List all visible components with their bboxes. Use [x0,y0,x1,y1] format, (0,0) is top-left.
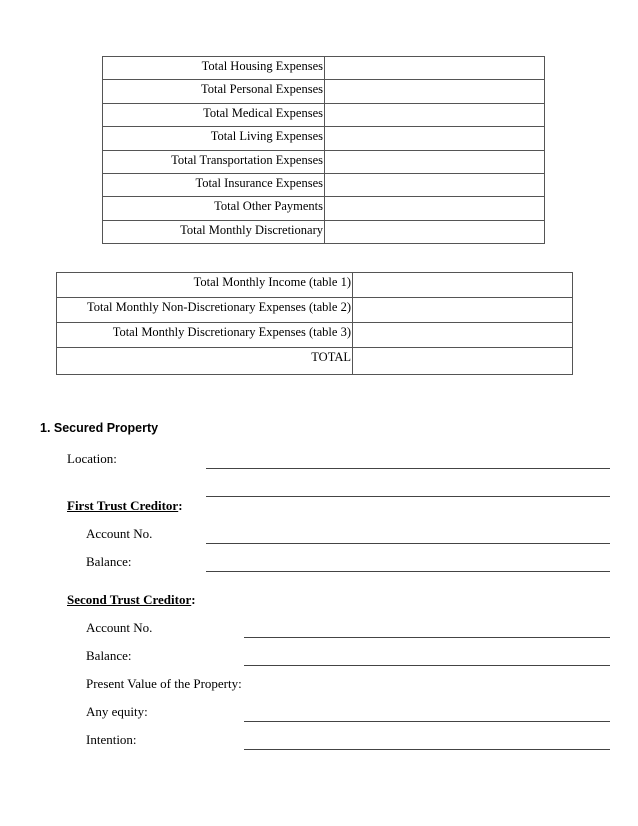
table-row [103,80,545,103]
location-label: Location: [67,451,117,466]
row-label: Total Personal Expenses [103,80,325,103]
table-row [103,150,545,173]
second-trust-account-label: Account No. [86,620,153,635]
value-cell[interactable] [325,57,545,80]
row-label: Total Medical Expenses [103,103,325,126]
discretionary-totals-table [102,56,545,244]
table-row [57,323,573,348]
value-cell[interactable] [353,298,573,323]
first-trust-balance-label: Balance: [86,554,132,569]
equity-line[interactable] [244,721,610,722]
heading-colon: : [191,592,196,607]
first-trust-account-line[interactable] [206,543,610,544]
table-row [103,197,545,220]
table-row [103,57,545,80]
first-trust-account-label: Account No. [86,526,153,541]
row-label: Total Monthly Discretionary [103,220,325,243]
second-trust-balance-label: Balance: [86,648,132,663]
present-value-label: Present Value of the Property: [86,676,242,691]
row-label: Total Monthly Non-Discretionary Expenses (table 2) [57,298,353,323]
monthly-summary-table [56,272,573,375]
first-trust-heading-text: First Trust Creditor [67,498,179,513]
value-cell[interactable] [325,197,545,220]
row-label: Total Other Payments [103,197,325,220]
table-row [57,273,573,298]
value-cell[interactable] [353,348,573,375]
second-trust-account-line[interactable] [244,637,610,638]
row-label: TOTAL [57,348,353,375]
value-cell[interactable] [325,127,545,150]
table-row [103,173,545,196]
second-trust-heading-text: Second Trust Creditor [67,592,192,607]
intention-line[interactable] [244,749,610,750]
row-label: Total Monthly Discretionary Expenses (table 3) [57,323,353,348]
value-cell[interactable] [325,220,545,243]
table-row [103,103,545,126]
value-cell[interactable] [353,323,573,348]
row-label: Total Monthly Income (table 1) [57,273,353,298]
second-trust-balance-line[interactable] [244,665,610,666]
second-trust-heading [67,592,196,608]
table-row [103,127,545,150]
first-trust-balance-line[interactable] [206,571,610,572]
table-row [57,298,573,323]
first-trust-heading [67,498,183,514]
table-row-total [57,348,573,375]
value-cell[interactable] [325,173,545,196]
location-line-2[interactable] [206,496,610,497]
value-cell[interactable] [325,150,545,173]
row-label: Total Insurance Expenses [103,173,325,196]
value-cell[interactable] [325,103,545,126]
location-line-1[interactable] [206,468,610,469]
row-label: Total Housing Expenses [103,57,325,80]
value-cell[interactable] [353,273,573,298]
intention-label: Intention: [86,732,137,747]
table-row [103,220,545,243]
value-cell[interactable] [325,80,545,103]
equity-label: Any equity: [86,704,148,719]
row-label: Total Living Expenses [103,127,325,150]
heading-colon: : [178,498,183,513]
row-label: Total Transportation Expenses [103,150,325,173]
section-title: 1. Secured Property [40,421,159,435]
